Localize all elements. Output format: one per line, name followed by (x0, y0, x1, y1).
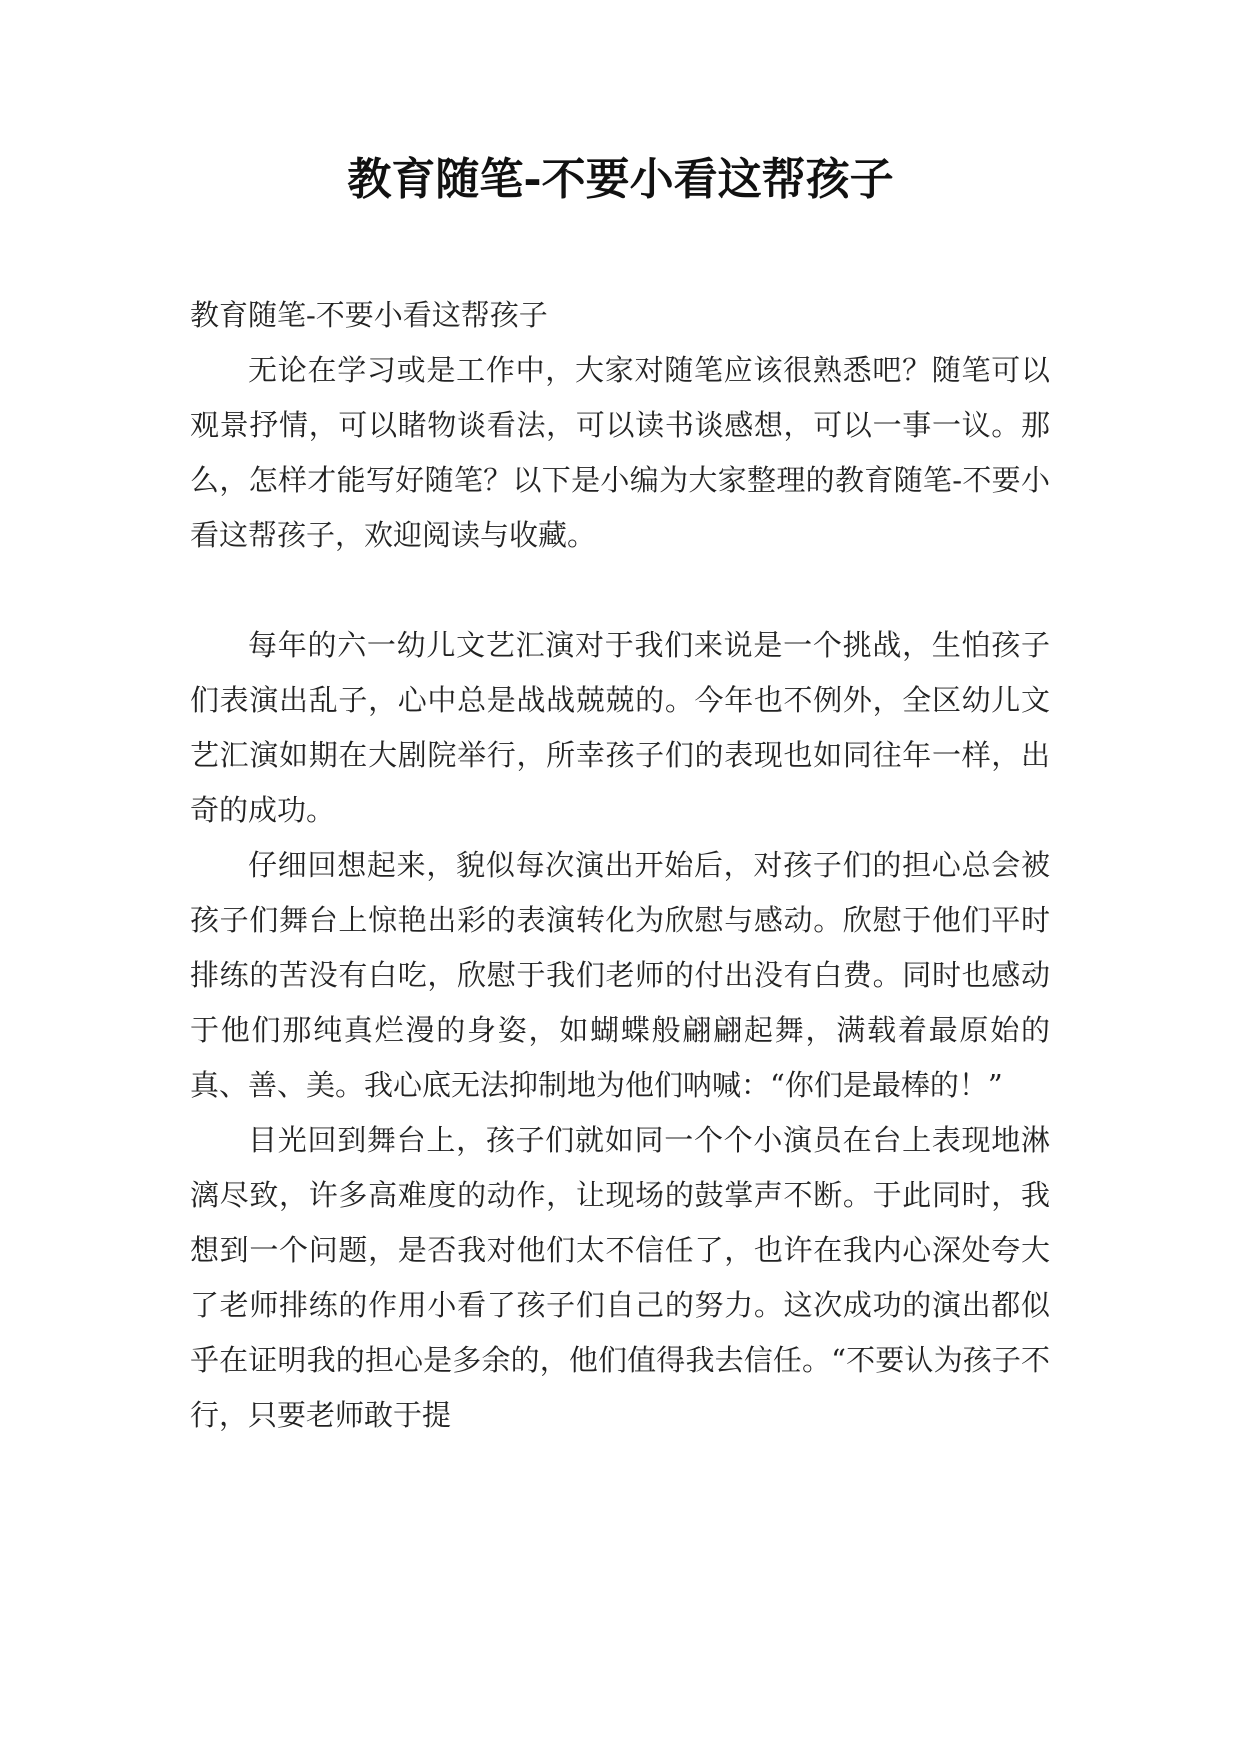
paragraph-intro: 无论在学习或是工作中，大家对随笔应该很熟悉吧？随笔可以观景抒情，可以睹物谈看法，可以读书谈感想，可以一事一议。那么，怎样才能写好随笔？以下是小编为大家整理的教育随笔-不要小看这帮孩子，欢迎阅读与收藏。 (190, 353, 1050, 552)
paragraph-2: 仔细回想起来，貌似每次演出开始后，对孩子们的担心总会被孩子们舞台上惊艳出彩的表演转化为欣慰与感动。欣慰于他们平时排练的苦没有白吃，欣慰于我们老师的付出没有白费。同时也感动于他们那纯真烂漫的身姿，如蝴蝶般翩翩起舞，满载着最原始的真、善、美。我心底无法抑制地为他们呐喊：“你们是最棒的！” (190, 848, 1050, 1102)
paragraph-3: 目光回到舞台上，孩子们就如同一个个小演员在台上表现地淋漓尽致，许多高难度的动作，让现场的鼓掌声不断。于此同时，我想到一个问题，是否我对他们太不信任了，也许在我内心深处夸大了老师排练的作用小看了孩子们自己的努力。这次成功的演出都似乎在证明我的担心是多余的，他们值得我去信任。“不要认为孩子不行，只要老师敢于提 (190, 1123, 1050, 1432)
paragraph-spacer (190, 563, 1050, 618)
document-subtitle: 教育随笔-不要小看这帮孩子 (190, 298, 548, 332)
document-title: 教育随笔-不要小看这帮孩子 (347, 154, 894, 205)
document-body (190, 288, 1050, 1443)
paragraph-1: 每年的六一幼儿文艺汇演对于我们来说是一个挑战，生怕孩子们表演出乱子，心中总是战战兢兢的。今年也不例外，全区幼儿文艺汇演如期在大剧院举行，所幸孩子们的表现也如同往年一样，出奇的成功。 (190, 628, 1050, 827)
